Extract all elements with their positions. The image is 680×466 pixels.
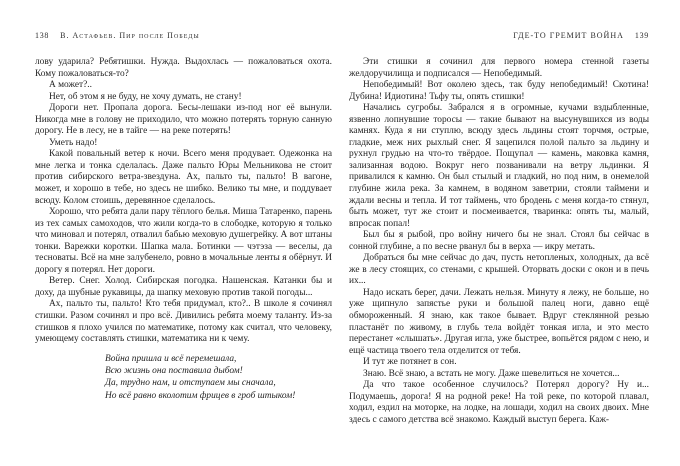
page-right xyxy=(349,31,649,427)
verse-block xyxy=(105,353,332,403)
verse-line: Да, трудно нам, и отступаем мы сначала, xyxy=(105,378,276,389)
running-title-right: ГДЕ-ТО ГРЕМИТ ВОЙНА xyxy=(513,31,624,40)
paragraph: Нет, об этом я не буду, не хочу думать, не стану! xyxy=(49,91,242,102)
paragraph: Надо искать берег, дачи. Лежать нельзя. Минуту я лежу, не больше, но уже щипнуло запястье руки и большой палец ноги, давно ещё обмороженный. Я знаю, как такое бывает. Вдруг стеклянной резью пластанёт по живому, в глубь тела войдёт тонкая игла, и это место перестанет «слышать». Другая игла, уже быстрее, вопьётся рядом с нею, и ещё частица твоего тела отделится от тебя. xyxy=(349,287,649,356)
paragraph: Хорошо, что ребята дали пару тёплого белья. Миша Татаренко, парень из тех самых самоходов, что жили когда-то в слободке, которую я только что миновал и потерял, отвалил бабью меховую душегрейку. А вот штаны тонки. Варежки коротки. Шапка мала. Ботинки — чэтэза — веселы, да тесноваты. Всё на мне залубенело, ровно в мочальные ленты я обёрнут. И дорогу я потерял. Нет дороги. xyxy=(35,207,332,275)
paragraph: А может?.. xyxy=(49,80,92,91)
paragraph: Ах, пальто ты, пальто! Кто тебя придумал, кто?.. В школе я сочинял стишки. Разом сочинял и про всё. Дивились ребята моему таланту. Из-за стишков я плохо учился по математике, потому как считал, что человеку, умеющему составлять стишки, математика ни к чему. xyxy=(35,299,332,345)
running-head-left xyxy=(35,31,332,40)
page-number-left: 138 xyxy=(35,31,50,40)
verse-line: Но всё равно вколотим фрицев в гроб штыком! xyxy=(105,390,296,401)
paragraph: Уметь надо! xyxy=(49,137,98,148)
paragraph: Дороги нет. Пропала дорога. Бесы-лешаки из-под ног её вынули. Никогда мне в голову не приходило, что можно потерять торную санную дорогу. Не в лесу, не в тайге — на реке потерять! xyxy=(35,103,332,137)
paragraph: И тут же потянет в сон. xyxy=(363,357,457,368)
page-left xyxy=(35,31,332,402)
running-head-right xyxy=(349,31,649,40)
paragraph: Добраться бы мне сейчас до дач, пусть нетопленых, холодных, да всё же в лесу стоящих, со стенами, с крышей. Оторвать доски с окон и в печь их... xyxy=(349,253,649,287)
paragraph: Эти стишки я сочинил для первого номера стенной газеты желдоручилища и подписался — Непобедимый. xyxy=(349,57,649,79)
page-body-right xyxy=(349,57,649,427)
verse-line: Война пришла и всё перемешала, xyxy=(105,353,237,364)
page-body-left xyxy=(35,57,332,346)
paragraph: Был бы я рыбой, про войну ничего бы не знал. Стоял бы сейчас в сонной глубине, а по весне рванул бы в верха — икру метать. xyxy=(349,230,649,252)
paragraph: Знаю. Всё знаю, а встать не могу. Даже шевелиться не хочется... xyxy=(363,368,620,379)
running-title-left: В. Астафьев. Пир после Победы xyxy=(60,31,200,40)
paragraph: Начались сугробы. Забрался я в огромные, кучами вздыбленные, язвенно лопнувшие торосы — такие бывают на высунувшихся из воды камнях. Куда я ни ступлю, всюду здесь льдины стоят торчмя, острые, гладкие, меж них рыхлый снег. Я зацепился полой пальто за льдину и рухнул грудью на что-то твёрдое. Пощупал — камень, маковка камня, зализанная водою. Вокруг него позванивали на ветру льдинки. Я привалился к камню. Он был стылый и гладкий, но под ним, в онемелой глубине жила река. За камнем, в водяном заветрии, стояли таймени и ждали весны и тепла. И тот таймень, что бродень с меня когда-то стянул, быть может, тут же стоит и посмеивается, тваринка: опять ты, малый, впросак попал! xyxy=(349,103,649,229)
paragraph: лову ударила? Ребятишки. Нужда. Выдохлась — пожаловаться охота. Кому пожаловаться-то? xyxy=(35,57,332,79)
page-number-right: 139 xyxy=(634,31,649,40)
paragraph: Непобедимый! Вот околею здесь, так буду непобедимый! Скотина! Дубина! Идиотина! Тьфу ты, опять стишки! xyxy=(349,80,649,102)
paragraph: Какой повальный ветер к ночи. Всего меня продувает. Одежонка на мне легка и тонка сделалась. Даже пальто Юры Мельникова не стоит против сибирского ветра-звездуна. Ах, пальто ты, пальто! В вагоне, может, и хорошо в тебе, но здесь не шибко. Велико ты мне, и поддувает всюду. Колом стоишь, деревянное сделалось. xyxy=(35,149,332,206)
paragraph: Ветер. Снег. Холод. Сибирская погодка. Нашенская. Катанки бы и доху, да шубные рукавицы, да шапку меховую против такой погоды... xyxy=(35,276,332,298)
verse-line: Всю жизнь она поставила дыбом! xyxy=(105,366,243,377)
paragraph: Да что такое особенное случилось? Потерял дорогу? Ну и... Подумаешь, дорога! Я на родной реке! На той реке, по которой плавал, ходил, ездил на моторке, на лодке, на лошади, ходил на своих двоих. Мне здесь с самого детства всё знакомо. Каждый выступ берега. Каж- xyxy=(349,380,649,425)
